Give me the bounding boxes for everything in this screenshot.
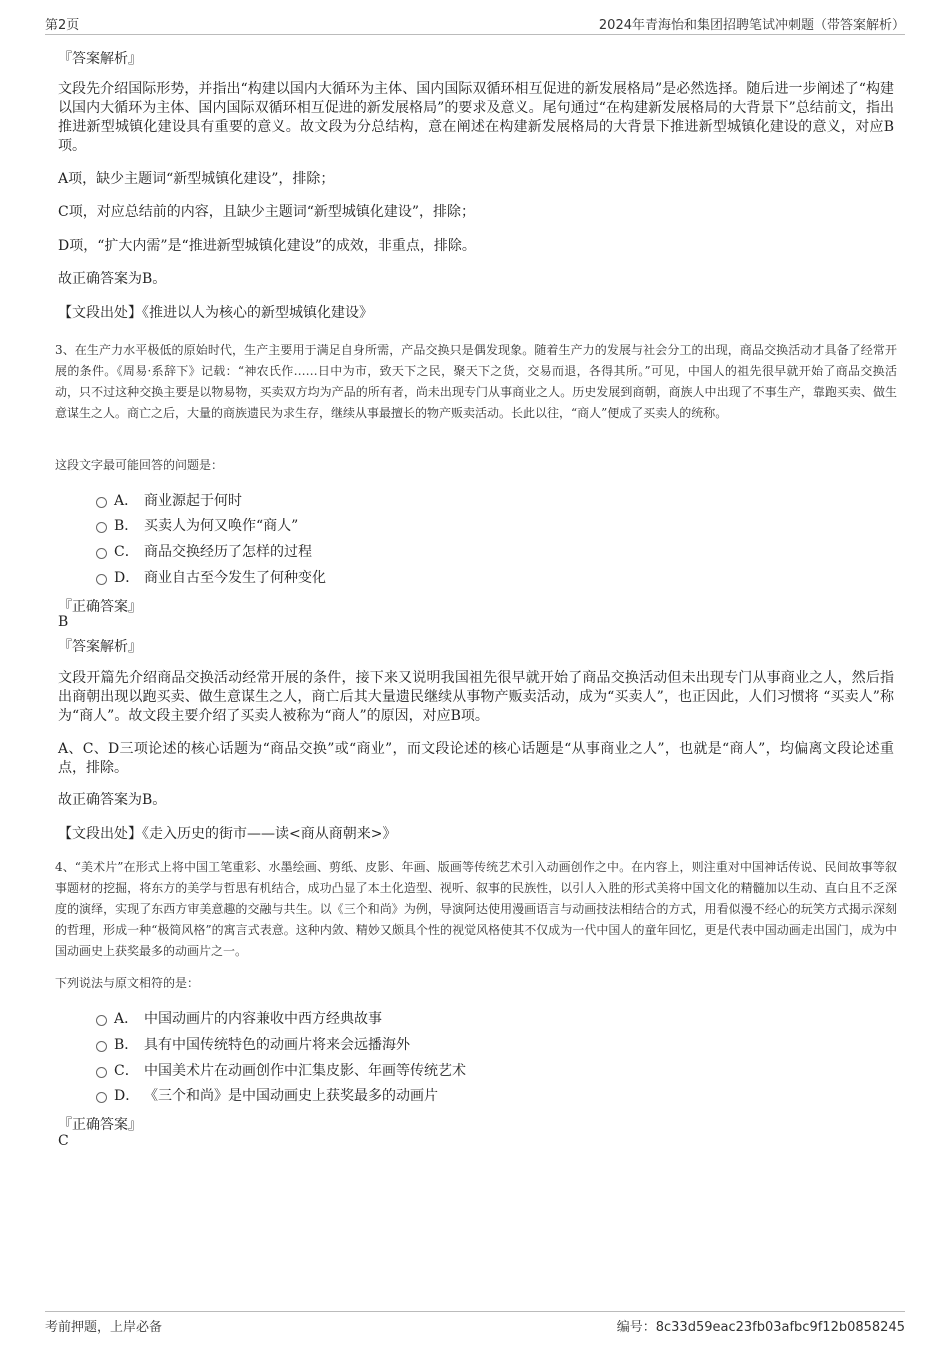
q2-analysis-option-a: A项，缺少主题词“新型城镇化建设”，排除；	[58, 171, 335, 187]
q3-option-a[interactable]: A． 商业源起于何时	[96, 490, 242, 510]
q2-analysis-tag: 『答案解析』	[58, 51, 142, 67]
q3-analysis-paragraph-1: 文段开篇先介绍商品交换活动经常开展的条件，接下来又说明我国祖先很早就开始了商品交换活动但未出现专门从事商业之人，然后指出商朝出现以跑买卖、做生意谋生之人，商亡后其大量遗民继续从事物产贩卖活动，成为“买卖人”，也正因此，人们习惯将 “买卖人”称为“商人”。故文段主要介绍了买卖人被称为“商人”的原因，对应B项。	[58, 670, 894, 724]
q4-option-b[interactable]: B． 具有中国传统特色的动画片将来会远播海外	[96, 1034, 410, 1054]
q2-analysis-option-d: D项，“扩大内需”是“推进新型城镇化建设”的成效，非重点，排除。	[58, 238, 476, 254]
q3-option-c[interactable]: C． 商品交换经历了怎样的过程	[96, 541, 312, 561]
q2-conclusion: 故正确答案为B。	[58, 271, 167, 287]
q4-prompt: 下列说法与原文相符的是：	[55, 976, 200, 990]
radio-icon[interactable]	[96, 1067, 107, 1078]
q2-analysis-paragraph: 文段先介绍国际形势，并指出“构建以国内大循环为主体、国内国际双循环相互促进的新发展格局”是必然选择。随后进一步阐述了“构建以国内大循环为主体、国内国际双循环相互促进的新发展格局”的要求及意义。尾句通过“在构建新发展格局的大背景下”总结前文，指出推进新型城镇化建设具有重要的意义。故文段为分总结构，意在阐述在构建新发展格局的大背景下推进新型城镇化建设的意义，对应B项。	[58, 81, 894, 154]
radio-icon[interactable]	[96, 1041, 107, 1052]
q3-analysis-tag: 『答案解析』	[58, 639, 142, 655]
page-footer	[45, 1311, 905, 1334]
document-title: 2024年青海怡和集团招聘笔试冲刺题（带答案解析）	[598, 18, 905, 33]
page-header	[45, 14, 905, 35]
q3-conclusion: 故正确答案为B。	[58, 792, 167, 808]
radio-icon[interactable]	[96, 497, 107, 508]
footer-slogan: 考前押题，上岸必备	[45, 1320, 163, 1335]
q3-stem: 3、在生产力水平极低的原始时代，生产主要用于满足自身所需，产品交换只是偶发现象。随着生产力的发展与社会分工的出现，商品交换活动才具备了经常开展的条件。《周易·系辞下》记载：“神农氏作……日中为市，致天下之民，聚天下之货，交易而退，各得其所。”可见，中国人的祖先很早就开始了商品交换活动，只不过这种交换主要是以物易物，买卖双方均为产品的所有者，尚未出现专门从事商业之人。历史发展到商朝，商族人中出现了不事生产，靠跑买卖、做生意谋生之人。商亡之后，大量的商族遗民为求生存，继续从事最擅长的物产贩卖活动。长此以往，“商人”便成了买卖人的统称。	[55, 343, 897, 420]
q3-option-b[interactable]: B． 买卖人为何又唤作“商人”	[96, 515, 298, 535]
radio-icon[interactable]	[96, 522, 107, 533]
q3-correct-answer: B	[58, 614, 69, 630]
q2-analysis-option-c: C项，对应总结前的内容，且缺少主题词“新型城镇化建设”，排除；	[58, 204, 476, 220]
page-number: 第2页	[45, 18, 80, 33]
radio-icon[interactable]	[96, 548, 107, 559]
q4-option-d[interactable]: D． 《三个和尚》是中国动画史上获奖最多的动画片	[96, 1085, 438, 1105]
radio-icon[interactable]	[96, 1015, 107, 1026]
q4-option-c[interactable]: C． 中国美术片在动画创作中汇集皮影、年画等传统艺术	[96, 1060, 466, 1080]
document-code: 编号：8c33d59eac23fb03afbc9f12b0858245	[616, 1320, 905, 1335]
q4-stem: 4、“美术片”在形式上将中国工笔重彩、水墨绘画、剪纸、皮影、年画、版画等传统艺术引入动画创作之中。在内容上，则注重对中国神话传说、民间故事等叙事题材的挖掘，将东方的美学与哲思有机结合，成功凸显了本土化造型、视听、叙事的民族性，以引人入胜的形式美将中国文化的精髓加以生动、直白且不乏深度的演绎，实现了东西方审美意趣的交融与共生。以《三个和尚》为例，导演阿达使用漫画语言与动画技法相结合的方式，用看似漫不经心的玩笑方式揭示深刻的哲理，形成一种“极简风格”的寓言式表意。这种内敛、精妙又颇具个性的视觉风格使其不仅成为一代中国人的童年回忆，更是代表中国动画走出国门，成为中国动画史上获奖最多的动画片之一。	[55, 860, 897, 958]
radio-icon[interactable]	[96, 574, 107, 585]
q4-correct-tag: 『正确答案』	[58, 1117, 142, 1133]
q4-option-a[interactable]: A． 中国动画片的内容兼收中西方经典故事	[96, 1008, 382, 1028]
q3-correct-tag: 『正确答案』	[58, 599, 142, 615]
radio-icon[interactable]	[96, 1092, 107, 1103]
q2-source: 【文段出处】《推进以人为核心的新型城镇化建设》	[58, 305, 373, 321]
q3-analysis-paragraph-2: A、C、D三项论述的核心话题为“商品交换”或“商业”，而文段论述的核心话题是“从事商业之人”，也就是“商人”，均偏离文段论述重点，排除。	[58, 741, 894, 776]
q3-option-d[interactable]: D． 商业自古至今发生了何种变化	[96, 567, 326, 587]
q4-correct-answer: C	[58, 1133, 69, 1149]
q3-prompt: 这段文字最可能回答的问题是：	[55, 458, 224, 472]
q3-source: 【文段出处】《走入历史的街市——读<商从商朝来>》	[58, 826, 397, 842]
